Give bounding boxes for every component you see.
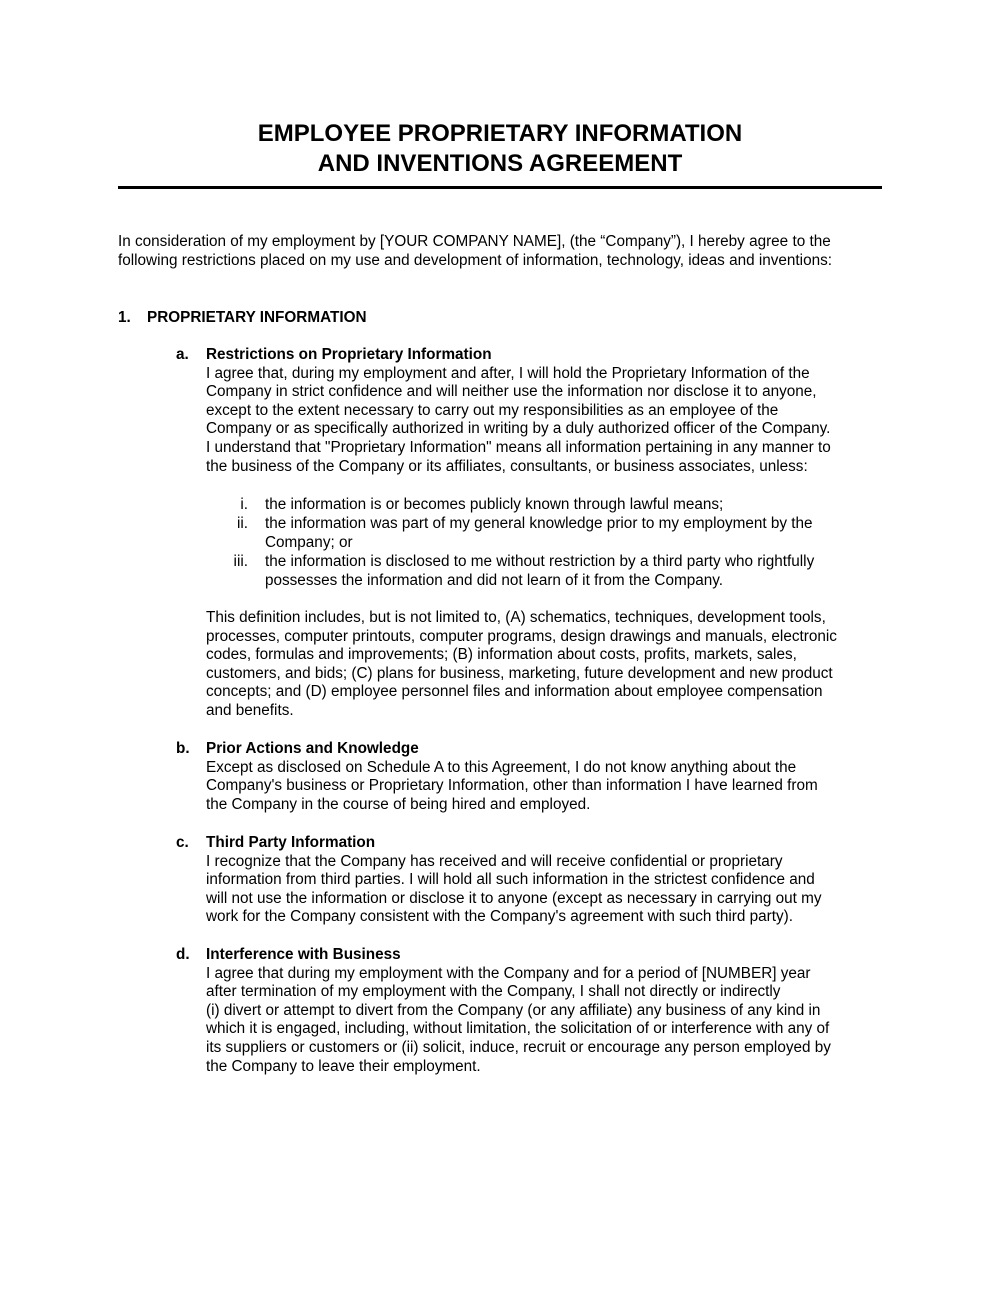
list-item-number: i.: [240, 496, 248, 513]
subsection-a-line: the business of the Company or its affiliates, consultants, or business associates, unless:: [206, 457, 808, 475]
definition-line: This definition includes, but is not limited to, (A) schematics, techniques, development tools,: [206, 609, 826, 626]
definition-line: and benefits.: [206, 701, 294, 719]
subsection-d-heading: Interference with Business: [206, 946, 401, 963]
subsection-c: [206, 834, 822, 927]
list-item: [265, 496, 723, 515]
subsection-a: [206, 346, 831, 476]
subsection-letter-c: c.: [176, 834, 189, 851]
subsection-d-line: which it is engaged, including, without limitation, the solicitation of or interference with any of: [206, 1020, 830, 1038]
subsection-a-line: I agree that, during my employment and after, I will hold the Proprietary Information of the: [206, 364, 810, 382]
subsection-b-heading: Prior Actions and Knowledge: [206, 740, 419, 757]
subsection-c-heading: Third Party Information: [206, 834, 376, 851]
intro-line: In consideration of my employment by [YOUR COMPANY NAME], (the “Company”), I hereby agree to the: [118, 233, 831, 250]
list-item: [265, 515, 813, 552]
subsection-a-line: except to the extent necessary to carry out my responsibilities as an employee of the: [206, 401, 779, 419]
subsection-c-line: information from third parties. I will hold all such information in the strictest confidence and: [206, 871, 815, 889]
subsection-c-line: I recognize that the Company has received and will receive confidential or proprietary: [206, 852, 783, 870]
definition-line: codes, formulas and improvements; (B) information about costs, profits, markets, sales,: [206, 646, 797, 664]
subsection-letter-a: a.: [176, 346, 189, 363]
subsection-d: [206, 946, 831, 1076]
list-item-line: the information is disclosed to me without restriction by a third party who rightfully: [265, 553, 815, 570]
subsection-d-line: its suppliers or customers or (ii) solicit, induce, recruit or encourage any person employed by: [206, 1038, 831, 1056]
subsection-a-line: I understand that "Proprietary Information" means all information pertaining in any manner to: [206, 438, 831, 456]
title-divider: [118, 186, 882, 189]
subsection-a-line: Company or as specifically authorized in writing by a duly authorized officer of the Company.: [206, 420, 831, 438]
section-number: 1.: [118, 309, 131, 326]
intro-paragraph: [118, 233, 832, 270]
document-title-line-1: EMPLOYEE PROPRIETARY INFORMATION: [257, 120, 743, 147]
list-item-line: the information is or becomes publicly known through lawful means;: [265, 496, 724, 513]
subsection-d-line: I agree that during my employment with the Company and for a period of [NUMBER] year: [206, 964, 811, 982]
definition-line: processes, computer printouts, computer programs, design drawings and manuals, electronic: [206, 627, 837, 645]
definition-paragraph: [206, 609, 837, 721]
document-title-line-2: AND INVENTIONS AGREEMENT: [317, 150, 683, 177]
subsection-b-line: the Company in the course of being hired and employed.: [206, 795, 591, 813]
subsection-a-line: Company in strict confidence and will neither use the information nor disclose it to anyone,: [206, 383, 817, 401]
subsection-letter-b: b.: [176, 740, 190, 757]
list-item-line: Company; or: [265, 533, 353, 551]
subsection-b: [206, 740, 818, 814]
subsection-b-line: Company's business or Proprietary Information, other than information I have learned from: [206, 777, 818, 795]
subsection-c-line: work for the Company consistent with the Company's agreement with such third party).: [206, 908, 794, 926]
list-item-number: ii.: [236, 515, 248, 532]
list-item-number: iii.: [233, 553, 248, 570]
subsection-d-line: the Company to leave their employment.: [206, 1057, 481, 1075]
definition-line: customers, and bids; (C) plans for business, marketing, future development and new product: [206, 664, 833, 682]
list-item-line: possesses the information and did not learn of it from the Company.: [265, 571, 724, 589]
subsection-b-line: Except as disclosed on Schedule A to this Agreement, I do not know anything about the: [206, 758, 797, 776]
subsection-c-line: will not use the information or disclose it to anyone (except as necessary in carrying out my: [206, 889, 822, 907]
definition-line: concepts; and (D) employee personnel files and information about employee compensation: [206, 683, 823, 701]
list-item-line: the information was part of my general knowledge prior to my employment by the: [265, 515, 813, 532]
subsection-a-heading: Restrictions on Proprietary Information: [206, 346, 492, 363]
section-heading: PROPRIETARY INFORMATION: [147, 309, 367, 326]
subsection-d-line: after termination of my employment with the Company, I shall not directly or indirectly: [206, 983, 781, 1001]
subsection-d-line: (i) divert or attempt to divert from the Company (or any affiliate) any business of any kind in: [206, 1001, 821, 1019]
subsection-letter-d: d.: [176, 946, 190, 963]
intro-line: following restrictions placed on my use and development of information, technology, ideas and inventions:: [118, 251, 832, 269]
list-item: [265, 553, 814, 590]
